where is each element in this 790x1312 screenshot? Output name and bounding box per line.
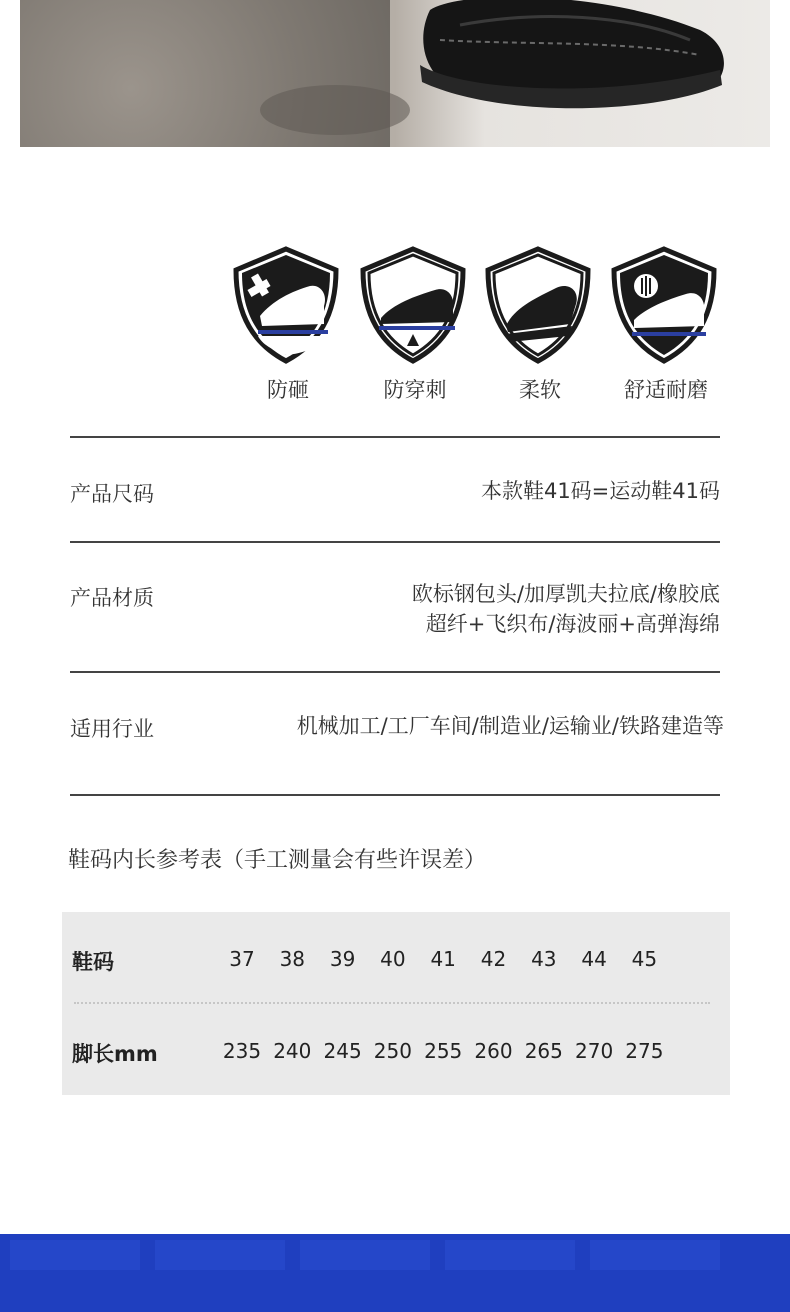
divider [70, 436, 720, 438]
feature-label: 防穿刺 [383, 378, 447, 402]
size-cell: 43 [531, 947, 557, 971]
spec-size-value: 本款鞋41码=运动鞋41码 [480, 479, 720, 503]
length-cell: 275 [625, 1039, 664, 1063]
length-cell: 265 [524, 1039, 563, 1063]
feature-badge-flexible [484, 246, 596, 402]
flexible-sole-shield-icon [484, 246, 592, 364]
spec-industry-value: 机械加工/工厂车间/制造业/运输业/铁路建造等 [296, 714, 724, 738]
spec-industry-label: 适用行业 [70, 717, 154, 741]
size-chart-table [62, 912, 730, 1095]
feature-badges [232, 246, 732, 406]
size-cell: 40 [380, 947, 406, 971]
wear-resistant-shield-icon [610, 246, 718, 364]
feature-label: 防砸 [267, 378, 309, 402]
footer-tile [445, 1240, 575, 1270]
size-cell: 38 [279, 947, 306, 971]
spec-material-value [412, 579, 720, 639]
spec-size-label: 产品尺码 [70, 482, 154, 506]
length-cell: 270 [575, 1039, 614, 1063]
footer-tile [590, 1240, 720, 1270]
dotted-separator [74, 1002, 710, 1004]
footer-band [0, 1234, 790, 1312]
spec-material-line2: 超纤+飞织布/海波丽+高弹海绵 [425, 612, 720, 636]
hero-photo [20, 0, 770, 147]
size-row-header: 鞋码 [72, 950, 114, 974]
length-cell: 240 [273, 1039, 312, 1063]
length-cell: 245 [323, 1039, 362, 1063]
spec-material-line1: 欧标钢包头/加厚凯夫拉底/橡胶底 [411, 582, 720, 606]
shoe-photo [400, 0, 730, 120]
length-row-header: 脚长mm [72, 1042, 158, 1066]
divider [70, 671, 720, 673]
size-chart-title: 鞋码内长参考表（手工测量会有些许误差） [68, 848, 487, 873]
feature-badge-wear-resistant [610, 246, 722, 402]
size-cell: 37 [229, 947, 255, 971]
ground-stain [260, 85, 410, 135]
feature-label: 柔软 [519, 378, 561, 402]
feature-label: 舒适耐磨 [624, 378, 708, 402]
divider [70, 794, 720, 796]
length-cell: 255 [424, 1039, 463, 1063]
size-cell: 44 [581, 947, 607, 971]
size-cell: 39 [329, 947, 356, 971]
divider [70, 541, 720, 543]
spec-material-label: 产品材质 [70, 586, 154, 610]
feature-badge-anti-puncture [359, 246, 471, 402]
footer-tile [300, 1240, 430, 1270]
size-cell: 42 [480, 947, 507, 971]
size-cell: 45 [631, 947, 658, 971]
footer-tile [155, 1240, 285, 1270]
length-cell: 260 [474, 1039, 513, 1063]
footer-tile [10, 1240, 140, 1270]
size-cell: 41 [430, 947, 456, 971]
feature-badge-anti-smash [232, 246, 344, 402]
length-cell: 235 [222, 1039, 262, 1063]
length-cell: 250 [373, 1039, 412, 1063]
anti-puncture-shield-icon [359, 246, 467, 364]
anti-smash-shield-icon [232, 246, 340, 364]
